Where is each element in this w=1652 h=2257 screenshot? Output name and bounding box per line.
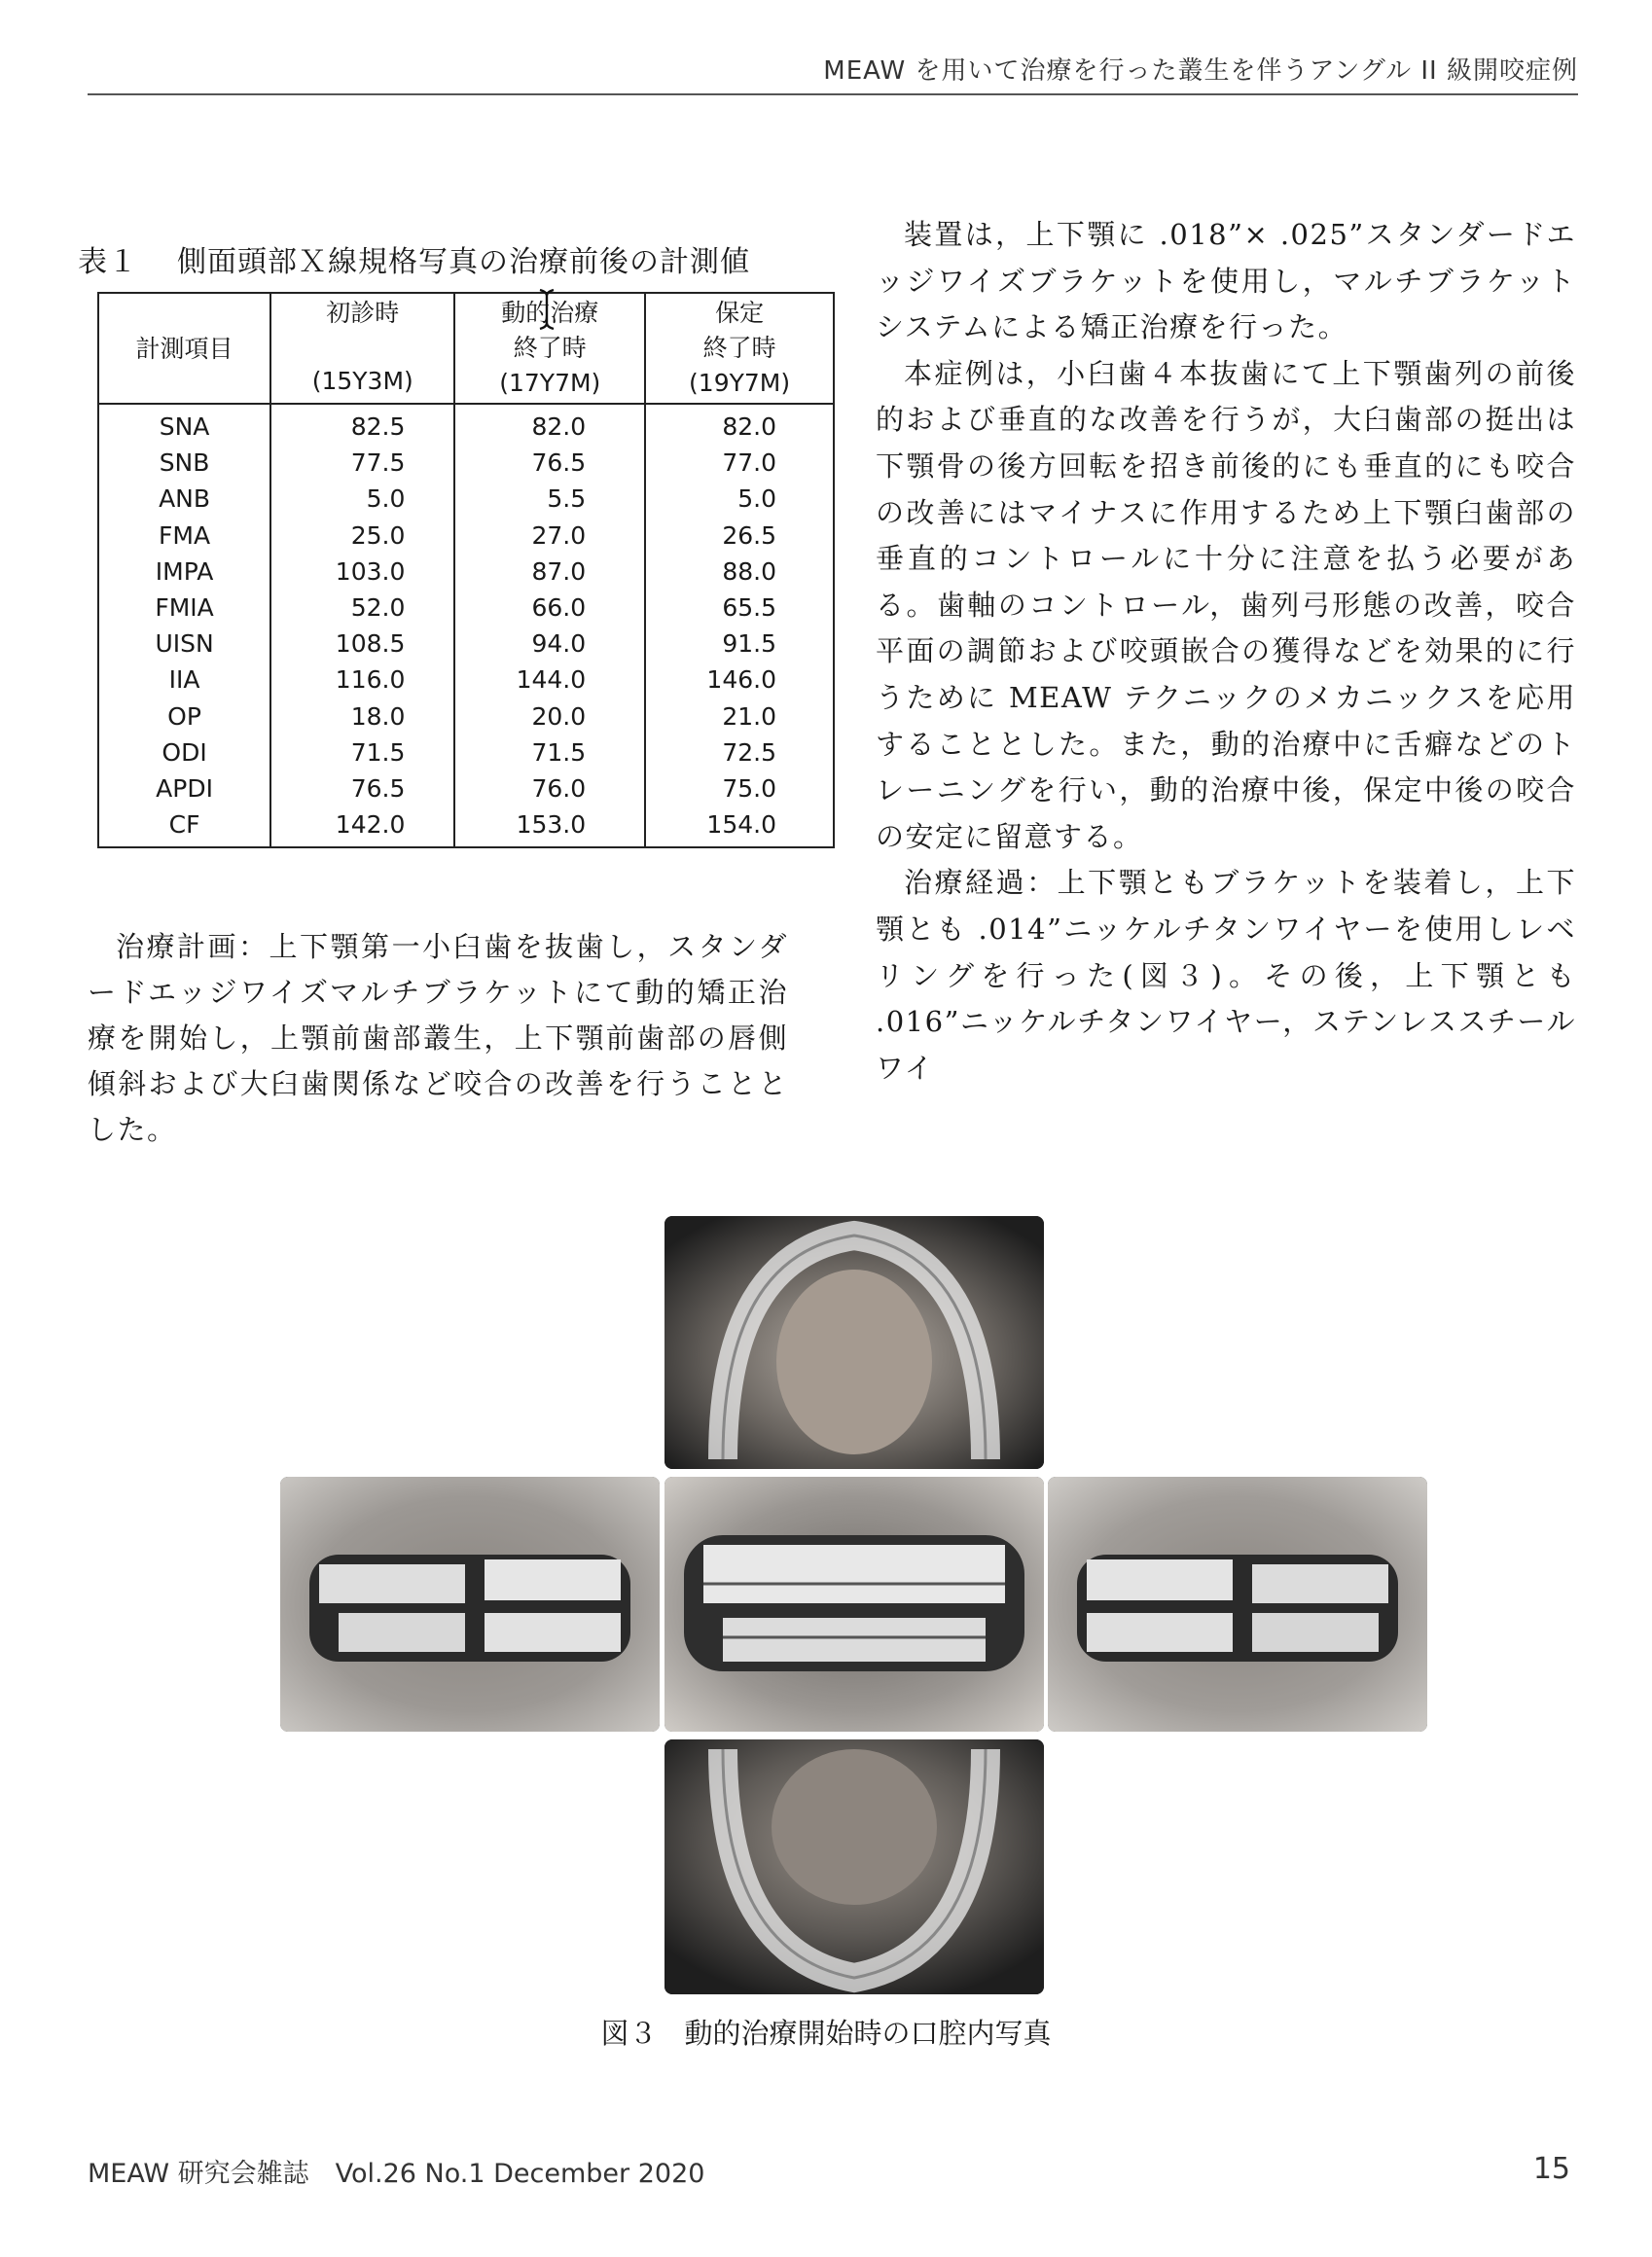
cell-initial: 76.5 xyxy=(270,770,454,806)
cell-initial: 103.0 xyxy=(270,554,454,590)
cell-retention-end: 72.5 xyxy=(645,734,834,770)
cell-active-end: 153.0 xyxy=(454,806,645,847)
cell-active-end: 94.0 xyxy=(454,626,645,662)
running-header xyxy=(88,51,1578,95)
header-retention-end-line2: 終了時 xyxy=(702,334,776,362)
cell-initial: 108.5 xyxy=(270,626,454,662)
row-label: SNB xyxy=(98,445,270,481)
footer-journal-info: MEAW 研究会雑誌 Vol.26 No.1 December 2020 xyxy=(88,2159,705,2189)
figure-caption-text: 動的治療開始時の口腔内写真 xyxy=(684,2017,1052,2050)
row-label: FMIA xyxy=(98,590,270,626)
table-caption-text: 側面頭部Ｘ線規格写真の治療前後の計測値 xyxy=(177,245,750,279)
running-header-title: MEAW を用いて治療を行った叢生を伴うアングル II 級開咬症例 xyxy=(823,56,1578,86)
cell-initial: 77.5 xyxy=(270,445,454,481)
measurement-table xyxy=(97,292,835,848)
table-row xyxy=(98,554,834,590)
table-row xyxy=(98,699,834,734)
header-retention-end xyxy=(645,293,834,404)
row-label: FMA xyxy=(98,518,270,554)
cell-initial: 18.0 xyxy=(270,699,454,734)
table-row xyxy=(98,590,834,626)
table-row xyxy=(98,481,834,517)
cell-active-end: 27.0 xyxy=(454,518,645,554)
cell-retention-end: 5.0 xyxy=(645,481,834,517)
figure-caption xyxy=(0,2012,1652,2052)
cell-retention-end: 82.0 xyxy=(645,404,834,445)
header-item: 計測項目 xyxy=(98,293,270,404)
cell-retention-end: 91.5 xyxy=(645,626,834,662)
header-active-end-line2: 終了時 xyxy=(513,334,587,362)
table-row xyxy=(98,806,834,847)
row-label: UISN xyxy=(98,626,270,662)
cell-initial: 142.0 xyxy=(270,806,454,847)
paragraph-treatment-progress: 治療経過：上下顎ともブラケットを装着し，上下顎とも .014”ニッケルチタンワイヤーを使用しレベリングを行った(図３)。その後，上下顎とも .016”ニッケルチタンワイヤー，ステンレススチールワイ xyxy=(876,866,1576,1085)
text-cursor-icon xyxy=(537,288,557,331)
cell-active-end: 87.0 xyxy=(454,554,645,590)
table-row xyxy=(98,734,834,770)
row-label: OP xyxy=(98,699,270,734)
row-label: CF xyxy=(98,806,270,847)
cell-retention-end: 88.0 xyxy=(645,554,834,590)
page-number: 15 xyxy=(1532,2152,1570,2186)
row-label: SNA xyxy=(98,404,270,445)
table-row xyxy=(98,404,834,445)
cell-initial: 52.0 xyxy=(270,590,454,626)
header-initial xyxy=(270,293,454,404)
cell-initial: 82.5 xyxy=(270,404,454,445)
table-row xyxy=(98,770,834,806)
cell-active-end: 5.5 xyxy=(454,481,645,517)
cell-active-end: 82.0 xyxy=(454,404,645,445)
figure-caption-number: 図３ xyxy=(600,2017,658,2050)
row-label: IIA xyxy=(98,662,270,698)
cell-active-end: 66.0 xyxy=(454,590,645,626)
cell-active-end: 76.0 xyxy=(454,770,645,806)
photo-frontal xyxy=(664,1477,1044,1732)
cell-active-end: 20.0 xyxy=(454,699,645,734)
table-row xyxy=(98,662,834,698)
header-initial-age: (15Y3M) xyxy=(311,367,413,395)
cell-retention-end: 75.0 xyxy=(645,770,834,806)
row-label: APDI xyxy=(98,770,270,806)
header-retention-end-age: (19Y7M) xyxy=(689,369,791,397)
cell-active-end: 76.5 xyxy=(454,445,645,481)
right-column-text xyxy=(876,212,1576,1092)
photo-lower-occlusal xyxy=(664,1739,1044,1994)
cell-retention-end: 65.5 xyxy=(645,590,834,626)
cell-retention-end: 146.0 xyxy=(645,662,834,698)
header-retention-end-line1: 保定 xyxy=(715,299,765,327)
photo-right-lateral xyxy=(280,1477,660,1732)
row-label: ANB xyxy=(98,481,270,517)
photo-left-lateral xyxy=(1048,1477,1427,1732)
table-caption-number: 表１ xyxy=(78,245,138,279)
cell-initial: 25.0 xyxy=(270,518,454,554)
cell-initial: 5.0 xyxy=(270,481,454,517)
cell-retention-end: 154.0 xyxy=(645,806,834,847)
cell-retention-end: 26.5 xyxy=(645,518,834,554)
cell-retention-end: 77.0 xyxy=(645,445,834,481)
cell-active-end: 71.5 xyxy=(454,734,645,770)
header-initial-label: 初診時 xyxy=(326,299,400,327)
table-caption xyxy=(78,237,750,280)
header-active-end-age: (17Y7M) xyxy=(499,369,601,397)
photo-upper-occlusal xyxy=(664,1216,1044,1469)
cell-retention-end: 21.0 xyxy=(645,699,834,734)
cell-initial: 116.0 xyxy=(270,662,454,698)
header-active-end-line1: 動的治療 xyxy=(501,299,599,327)
row-label: ODI xyxy=(98,734,270,770)
table-row xyxy=(98,445,834,481)
cell-active-end: 144.0 xyxy=(454,662,645,698)
paragraph-treatment-plan: 治療計画：上下顎第一小臼歯を抜歯し，スタンダードエッジワイズマルチブラケットにて動的矯正治療を開始し，上顎前歯部叢生，上下顎前歯部の唇側傾斜および大臼歯関係など咬合の改善を行うこととした。 xyxy=(88,930,788,1146)
row-label: IMPA xyxy=(98,554,270,590)
table-row xyxy=(98,626,834,662)
table-header-row xyxy=(98,293,834,404)
table-row xyxy=(98,518,834,554)
paragraph-appliance: 装置は，上下顎に .018”× .025”スタンダードエッジワイズブラケットを使用し，マルチブラケットシステムによる矯正治療を行った。 xyxy=(876,218,1576,344)
left-column-text xyxy=(88,924,788,1153)
paragraph-case-strategy: 本症例は，小臼歯４本抜歯にて上下顎歯列の前後的および垂直的な改善を行うが，大臼歯部の挺出は下顎骨の後方回転を招き前後的にも垂直的にも咬合の改善にはマイナスに作用するため上下顎臼歯部の垂直的コントロールに十分に注意を払う必要がある。歯軸のコントロール，歯列弓形態の改善，咬合平面の調節および咬頭嵌合の獲得などを効果的に行うために MEAW テクニックのメカニックスを応用することとした。また，動的治療中に舌癖などのトレーニングを行い，動的治療中後，保定中後の咬合の安定に留意する。 xyxy=(876,356,1576,853)
cell-initial: 71.5 xyxy=(270,734,454,770)
